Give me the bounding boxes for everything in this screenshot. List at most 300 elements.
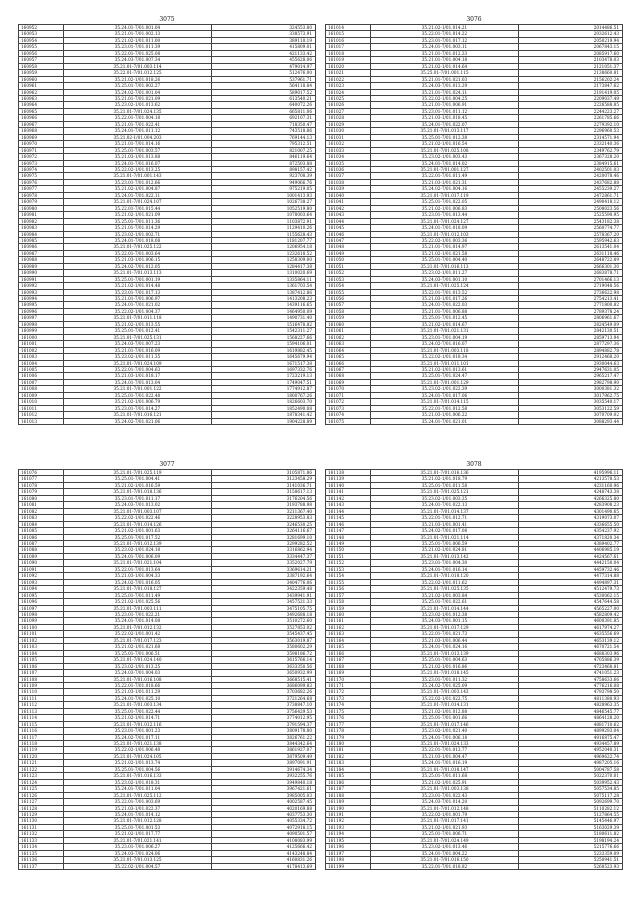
- row-price: 2595942.63: [519, 237, 623, 243]
- row-code: 161177: [326, 721, 371, 727]
- row-price: 2771800.82: [519, 302, 623, 308]
- row-code: 161031: [326, 134, 371, 140]
- row-price: 3826761.22: [212, 734, 316, 740]
- row-cipher: 35.21.01-7/01.018.145: [371, 670, 519, 676]
- row-price: 692107.31: [212, 115, 316, 121]
- row-code: 161034: [326, 154, 371, 160]
- row-price: 3527853.02: [212, 624, 316, 630]
- row-price: 1387412.86: [212, 289, 316, 295]
- row-price: 3228953.83: [212, 515, 316, 521]
- row-code: 161103: [19, 644, 64, 650]
- row-cipher: 35.23.01-7/01.017.12: [371, 37, 519, 43]
- row-cipher: 35.23.01-7/01.022.43: [371, 792, 519, 798]
- row-price: 2789378.24: [519, 308, 623, 314]
- row-code: 161076: [19, 470, 64, 476]
- row-code: 161166: [326, 650, 371, 656]
- row-code: 160960: [19, 76, 64, 82]
- row-cipher: 35.21.02-1/01.013.74: [64, 760, 212, 766]
- row-price: 338573.91: [212, 31, 316, 37]
- row-cipher: 35.21.01-7/01.013.125: [64, 857, 212, 863]
- row-code: 161178: [326, 728, 371, 734]
- row-price: 4582809.42: [519, 611, 623, 617]
- row-code: 161159: [326, 605, 371, 611]
- row-price: 4020169.88: [212, 805, 316, 811]
- row-cipher: 35.24.01-7/01.014.08: [64, 618, 212, 624]
- row-price: 4617974.27: [519, 624, 623, 630]
- row-price: 2560774.77: [519, 225, 623, 231]
- row-price: 3492688.18: [212, 611, 316, 617]
- row-cipher: 35.21.02-1/01.018.79: [371, 476, 519, 482]
- row-price: 1568227.66: [212, 334, 316, 340]
- row-code: 161045: [326, 225, 371, 231]
- row-price: 4741051.23: [519, 670, 623, 676]
- row-price: 4828963.35: [519, 702, 623, 708]
- row-price: 1490731.40: [212, 315, 316, 321]
- row-cipher: 35.24.02-7/01.017.08: [371, 528, 519, 534]
- row-code: 161152: [326, 560, 371, 566]
- row-cipher: 35.21.02-1/01.016.54: [371, 141, 519, 147]
- row-cipher: 35.24.01-7/01.022.11: [64, 192, 212, 198]
- row-price: 3264116.67: [212, 528, 316, 534]
- row-price: 898157.42: [212, 166, 316, 172]
- row-price: 975219.05: [212, 186, 316, 192]
- row-price: 2437682.88: [519, 179, 623, 185]
- row-cipher: 35.22.01-7/01.004.18: [64, 115, 212, 121]
- row-code: 160966: [19, 115, 64, 121]
- row-cipher: 35.24.02-7/01.025.09: [371, 682, 519, 688]
- row-price: 455628.06: [212, 57, 316, 63]
- row-cipher: 35.25.01-7/01.004.63: [371, 657, 519, 663]
- row-code: 161193: [326, 824, 371, 830]
- row-code: 161046: [326, 231, 371, 237]
- row-price: 2261785.66: [519, 115, 623, 121]
- row-price: 1852490.08: [212, 405, 316, 411]
- row-cipher: 35.24.01-7/01.025.10: [64, 695, 212, 701]
- row-code: 161084: [19, 521, 64, 527]
- row-price: 4442150.04: [519, 560, 623, 566]
- row-price: 1594106.01: [212, 341, 316, 347]
- row-price: 3721264.68: [212, 695, 316, 701]
- row-price: 4072918.15: [212, 824, 316, 830]
- row-price: 3650932.99: [212, 670, 316, 676]
- row-cipher: 35.23.02-1/01.018.31: [64, 779, 212, 785]
- row-code: 161160: [326, 611, 371, 617]
- row-price: 3774012.95: [212, 715, 316, 721]
- row-price: 3545437.45: [212, 631, 316, 637]
- row-price: 5163029.39: [519, 824, 623, 830]
- page-3076: [325, 16, 623, 425]
- row-code: 161089: [19, 553, 64, 559]
- row-price: 3686099.83: [212, 682, 316, 688]
- row-code: 160978: [19, 192, 64, 198]
- row-code: 161011: [19, 405, 64, 411]
- row-cipher: 35.25.01-7/01.022.61: [371, 599, 519, 605]
- row-price: 4776216.08: [519, 682, 623, 688]
- row-cipher: 35.21.02-1/01.004.203: [64, 134, 212, 140]
- row-price: 4494897.31: [519, 579, 623, 585]
- row-price: 5198194.24: [519, 837, 623, 843]
- row-cipher: 35.25.01-7/01.012.45: [371, 315, 519, 321]
- row-cipher: 35.21.01-7/01.025.112: [64, 792, 212, 798]
- row-price: 4231160.96: [519, 482, 623, 488]
- row-code: 161141: [326, 489, 371, 495]
- row-code: 161014: [326, 25, 371, 31]
- row-code: 161057: [326, 302, 371, 308]
- row-cipher: 35.21.01-7/01.021.138: [64, 741, 212, 747]
- row-cipher: 35.25.01-7/01.001.66: [371, 715, 519, 721]
- row-code: 161061: [326, 328, 371, 334]
- row-cipher: 35.24.01-7/01.018.08: [64, 237, 212, 243]
- row-cipher: 35.21.01-7/01.003.138: [371, 786, 519, 792]
- row-cipher: 35.25.01-7/01.022.44: [64, 708, 212, 714]
- row-cipher: 35.21.01-7/01.006.91: [371, 102, 519, 108]
- row-code: 161109: [19, 682, 64, 688]
- row-price: 2420078.46: [519, 173, 623, 179]
- row-cipher: 35.22.01-7/01.012.71: [371, 515, 519, 521]
- row-cipher: 35.22.02-1/01.011.62: [371, 579, 519, 585]
- row-price: 2631118.46: [519, 250, 623, 256]
- row-price: 4266325.80: [519, 495, 623, 501]
- row-price: 3457521.33: [212, 599, 316, 605]
- row-cipher: 35.21.01-7/01.012.139: [64, 540, 212, 546]
- row-price: 3193788.98: [212, 502, 316, 508]
- row-price: 2472861.71: [519, 192, 623, 198]
- row-code: 161163: [326, 631, 371, 637]
- row-price: 2349762.79: [519, 147, 623, 153]
- row-price: 2719048.56: [519, 283, 623, 289]
- row-price: 1181207.77: [212, 237, 316, 243]
- row-price: 4319073.07: [519, 515, 623, 521]
- row-price: 3598186.72: [212, 650, 316, 656]
- row-cipher: 35.24.03-7/01.004.03: [64, 670, 212, 676]
- row-price: 4565227.00: [519, 605, 623, 611]
- row-code: 161071: [326, 392, 371, 398]
- row-price: 324553.80: [212, 25, 316, 31]
- price-table: [18, 24, 316, 425]
- row-cipher: 35.22.02-1/01.001.79: [371, 812, 519, 818]
- row-price: 3334447.37: [212, 553, 316, 559]
- row-cipher: 35.21.03-1/01.006.22: [371, 412, 519, 418]
- row-price: 2578367.20: [519, 231, 623, 237]
- row-cipher: 35.24.01-7/01.001.04: [64, 25, 212, 31]
- row-code: 160987: [19, 250, 64, 256]
- row-cipher: 35.21.03-1/01.013.88: [64, 154, 212, 160]
- row-cipher: 35.24.03-7/01.001.15: [371, 618, 519, 624]
- row-code: 161174: [326, 702, 371, 708]
- row-code: 161196: [326, 844, 371, 850]
- row-price: 3563019.87: [212, 637, 316, 643]
- row-code: 161062: [326, 334, 371, 340]
- row-price: 2930044.63: [519, 360, 623, 366]
- row-code: 161063: [326, 341, 371, 347]
- row-code: 161143: [326, 502, 371, 508]
- row-code: 161093: [19, 579, 64, 585]
- row-code: 160969: [19, 134, 64, 140]
- row-cipher: 35.22.02-1/01.004.25: [371, 95, 519, 101]
- row-code: 161122: [19, 766, 64, 772]
- row-code: 161144: [326, 508, 371, 514]
- row-code: 160973: [19, 160, 64, 166]
- table-row: [19, 863, 316, 869]
- row-price: 4670721.54: [519, 644, 623, 650]
- row-price: 3967421.61: [212, 786, 316, 792]
- row-price: 718350.47: [212, 121, 316, 127]
- row-code: 160986: [19, 244, 64, 250]
- row-code: 160963: [19, 95, 64, 101]
- row-code: 160999: [19, 328, 64, 334]
- row-code: 161108: [19, 676, 64, 682]
- row-code: 161123: [19, 773, 64, 779]
- row-price: 2683878.71: [519, 270, 623, 276]
- row-cipher: 35.22.02-1/01.003.36: [371, 237, 519, 243]
- row-cipher: 35.25.01-7/01.004.40: [371, 257, 519, 263]
- row-cipher: 35.21.03-1/01.004.33: [64, 573, 212, 579]
- row-price: 2912468.20: [519, 354, 623, 360]
- row-cipher: 35.22.02-1/01.004.57: [64, 863, 212, 869]
- row-code: 161025: [326, 95, 371, 101]
- row-price: 2050219.94: [519, 37, 623, 43]
- row-price: 4090501.57: [212, 831, 316, 837]
- row-code: 161029: [326, 121, 371, 127]
- row-code: 161095: [19, 592, 64, 598]
- row-price: 2296960.53: [519, 128, 623, 134]
- row-cipher: 35.21.03-1/01.004.47: [371, 753, 519, 759]
- row-code: 160958: [19, 63, 64, 69]
- row-cipher: 35.24.01-7/01.011.04: [64, 786, 212, 792]
- row-code: 161197: [326, 850, 371, 856]
- row-price: 4160831.26: [212, 857, 316, 863]
- row-code: 161068: [326, 373, 371, 379]
- row-cipher: 35.21.01-7/01.024.135: [64, 108, 212, 114]
- row-code: 161149: [326, 540, 371, 546]
- row-cipher: 35.21.02-1/01.003.84: [371, 592, 519, 598]
- row-code: 161058: [326, 308, 371, 314]
- row-cipher: 35.21.01-7/01.024.109: [64, 360, 212, 366]
- row-code: 161128: [19, 805, 64, 811]
- row-code: 161088: [19, 547, 64, 553]
- row-code: 161099: [19, 618, 64, 624]
- row-code: 161072: [326, 399, 371, 405]
- row-price: 5180611.82: [519, 831, 623, 837]
- row-cipher: 35.23.02-1/01.011.27: [371, 270, 519, 276]
- row-price: 4213578.53: [519, 476, 623, 482]
- row-code: 160985: [19, 237, 64, 243]
- row-code: 161006: [19, 373, 64, 379]
- row-cipher: 35.21.01-7/01.024.105: [64, 753, 212, 759]
- row-code: 160992: [19, 283, 64, 289]
- row-price: 415809.01: [212, 44, 316, 50]
- page-number: 3076: [466, 16, 482, 23]
- row-code: 161111: [19, 695, 64, 701]
- row-cipher: 35.21.01-7/01.014.144: [371, 605, 519, 611]
- row-code: 161107: [19, 670, 64, 676]
- row-cipher: 35.21.01-7/01.016.113: [371, 263, 519, 269]
- row-price: 1542311.27: [212, 328, 316, 334]
- row-cipher: 35.21.02-1/01.021.93: [371, 824, 519, 830]
- row-price: 4389402.77: [519, 540, 623, 546]
- row-price: 4916875.47: [519, 734, 623, 740]
- row-code: 161067: [326, 367, 371, 373]
- row-cipher: 35.24.01-7/01.014.12: [64, 812, 212, 818]
- row-code: 161056: [326, 296, 371, 302]
- row-code: 161051: [326, 263, 371, 269]
- row-price: 3369614.21: [212, 566, 316, 572]
- row-code: 161018: [326, 50, 371, 56]
- page-number: 3075: [159, 16, 175, 23]
- row-code: 161091: [19, 566, 64, 572]
- row-cipher: 35.21.01-7/01.016.108: [64, 676, 212, 682]
- row-code: 160998: [19, 321, 64, 327]
- row-price: 2842130.51: [519, 328, 623, 334]
- row-cipher: 35.21.01-7/01.021.09: [64, 95, 212, 101]
- row-cipher: 35.21.01-7/01.002.13: [64, 31, 212, 37]
- row-code: 161110: [19, 689, 64, 695]
- row-code: 161074: [326, 412, 371, 418]
- row-price: 2314571.94: [519, 134, 623, 140]
- row-price: 2701466.13: [519, 276, 623, 282]
- row-price: 2806961.67: [519, 315, 623, 321]
- row-cipher: 35.21.01-7/01.025.122: [64, 244, 212, 250]
- row-cipher: 35.24.01-7/01.017.06: [371, 392, 519, 398]
- row-price: 5110282.12: [519, 805, 623, 811]
- row-price: 2014486.51: [519, 25, 623, 31]
- row-code: 161097: [19, 605, 64, 611]
- row-cipher: 35.24.02-7/01.001.04: [64, 89, 212, 95]
- row-code: 161155: [326, 579, 371, 585]
- row-code: 161023: [326, 83, 371, 89]
- row-price: 1335864.11: [212, 276, 316, 282]
- row-price: 3932255.76: [212, 773, 316, 779]
- row-price: 1645679.94: [212, 354, 316, 360]
- row-code: 161101: [19, 631, 64, 637]
- row-cipher: 35.21.02-1/01.014.71: [64, 715, 212, 721]
- row-cipher: 35.23.02-1/01.003.43: [371, 154, 519, 160]
- row-code: 161168: [326, 663, 371, 669]
- row-price: 2736622.98: [519, 289, 623, 295]
- row-price: 2982798.90: [519, 379, 623, 385]
- row-price: 4530062.15: [519, 592, 623, 598]
- row-cipher: 35.21.01-7/01.013.113: [64, 270, 212, 276]
- row-code: 160953: [19, 31, 64, 37]
- row-code: 160954: [19, 37, 64, 43]
- row-code: 161066: [326, 360, 371, 366]
- row-price: 949066.76: [212, 179, 316, 185]
- row-cipher: 35.23.01-7/01.001.23: [64, 728, 212, 734]
- row-code: 161094: [19, 586, 64, 592]
- row-price: 4143248.84: [212, 850, 316, 856]
- row-price: 1697332.76: [212, 367, 316, 373]
- row-price: 5268523.93: [519, 863, 623, 869]
- row-code: 161048: [326, 244, 371, 250]
- row-price: 4424567.61: [519, 553, 623, 559]
- row-price: 1464950.09: [212, 308, 316, 314]
- row-cipher: 35.21.01-7/01.017.123: [64, 637, 212, 643]
- row-price: 2191419.05: [519, 89, 623, 95]
- row-cipher: 35.24.01-7/01.006.09: [64, 553, 212, 559]
- row-code: 160991: [19, 276, 64, 282]
- row-code: 160979: [19, 199, 64, 205]
- row-code: 161167: [326, 657, 371, 663]
- row-price: 564118.84: [212, 83, 316, 89]
- row-price: 3281699.10: [212, 534, 316, 540]
- row-price: 1232618.52: [212, 250, 316, 256]
- row-code: 161038: [326, 179, 371, 185]
- row-code: 161008: [19, 386, 64, 392]
- row-code: 161184: [326, 766, 371, 772]
- row-cipher: 35.21.02-1/01.014.21: [371, 25, 519, 31]
- row-price: 3246530.25: [212, 521, 316, 527]
- row-cipher: 35.21.01-7/01.025.119: [64, 470, 212, 476]
- row-price: 2032612.43: [519, 31, 623, 37]
- row-price: 3105871.86: [212, 470, 316, 476]
- row-cipher: 35.21.01-7/01.024.149: [371, 837, 519, 843]
- row-code: 161001: [19, 341, 64, 347]
- row-cipher: 35.22.01-7/01.011.49: [371, 173, 519, 179]
- row-price: 3404776.06: [212, 579, 316, 585]
- row-price: 1361703.54: [212, 283, 316, 289]
- row-cipher: 35.21.01-7/01.011.118: [64, 315, 212, 321]
- row-price: 2402501.03: [519, 166, 623, 172]
- row-code: 161105: [19, 657, 64, 663]
- row-price: 2648722.89: [519, 257, 623, 263]
- row-cipher: 35.25.01-7/01.002.27: [64, 83, 212, 89]
- row-code: 161027: [326, 108, 371, 114]
- row-code: 161002: [19, 347, 64, 353]
- row-cipher: 35.21.01-7/01.003.107: [64, 508, 212, 514]
- row-code: 161156: [326, 586, 371, 592]
- row-price: 3475105.75: [212, 605, 316, 611]
- row-code: 160956: [19, 50, 64, 56]
- row-cipher: 35.25.01-7/01.012.41: [64, 328, 212, 334]
- row-price: 3439941.91: [212, 592, 316, 598]
- row-cipher: 35.21.03-1/01.006.44: [371, 637, 519, 643]
- row-price: 795312.51: [212, 141, 316, 147]
- row-code: 161087: [19, 540, 64, 546]
- row-code: 161151: [326, 553, 371, 559]
- row-code: 161032: [326, 141, 371, 147]
- row-cipher: 35.22.02-1/01.001.42: [64, 631, 212, 637]
- row-cipher: 35.21.01-7/01.014.137: [371, 508, 519, 514]
- row-price: 4512479.73: [519, 586, 623, 592]
- row-code: 160965: [19, 108, 64, 114]
- row-cipher: 35.21.01-7/01.024.133: [371, 741, 519, 747]
- row-price: 3158617.13: [212, 489, 316, 495]
- row-code: 161017: [326, 44, 371, 50]
- row-code: 161115: [19, 721, 64, 727]
- row-code: 161021: [326, 70, 371, 76]
- row-price: 2543182.38: [519, 218, 623, 224]
- row-code: 161130: [19, 818, 64, 824]
- row-price: 2824549.09: [519, 321, 623, 327]
- row-price: 4283908.23: [519, 502, 623, 508]
- row-cipher: 35.21.01-7/01.022.41: [64, 121, 212, 127]
- row-price: 1413208.23: [212, 296, 316, 302]
- row-price: 4406985.19: [519, 547, 623, 553]
- row-price: 4899293.04: [519, 728, 623, 734]
- row-code: 161161: [326, 618, 371, 624]
- row-cipher: 35.23.02-1/01.021.40: [371, 728, 519, 734]
- row-price: 1723219.13: [212, 373, 316, 379]
- row-price: 4811380.93: [519, 695, 623, 701]
- row-code: 160955: [19, 44, 64, 50]
- page-3075: [18, 16, 316, 425]
- row-cipher: 35.21.01-7/01.017.146: [371, 721, 519, 727]
- row-price: 4758633.66: [519, 676, 623, 682]
- row-code: 160975: [19, 173, 64, 179]
- row-code: 161060: [326, 321, 371, 327]
- row-cipher: 35.21.03-1/01.011.29: [64, 689, 212, 695]
- row-price: 5039952.43: [519, 779, 623, 785]
